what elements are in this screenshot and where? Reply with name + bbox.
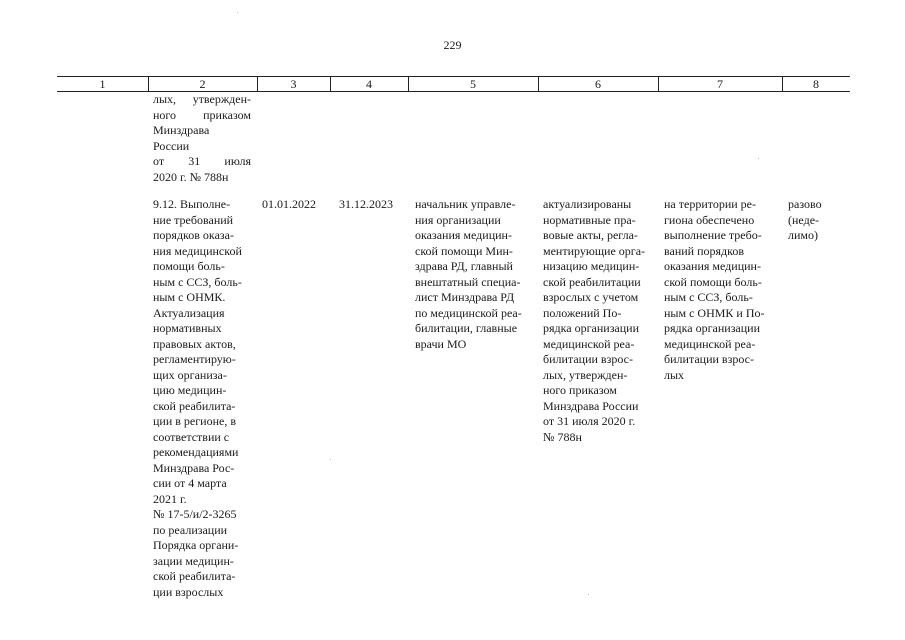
- start-date: 01.01.2022: [262, 197, 316, 211]
- column-header-5: 5: [470, 77, 476, 91]
- scan-speck: [758, 158, 759, 159]
- column-header-1: 1: [99, 77, 106, 91]
- continuation-line: Минздрава: [153, 123, 210, 137]
- scan-speck: [237, 12, 238, 13]
- indicator-description: на территории ре- гиона обеспечено выполнение требо- ваний порядков оказания медицин- ской помощи боль- ным с ССЗ, боль- ным с ОНМК и По- рядка организации медицинской реа- билитации взрос- лых: [664, 197, 765, 382]
- column-header-7: 7: [717, 77, 723, 91]
- column-header-2: 2: [199, 77, 206, 91]
- table-header-row: [57, 76, 850, 92]
- column-header-3: 3: [290, 77, 297, 91]
- continuation-line: от 31 июля: [153, 154, 251, 168]
- page-number: 229: [443, 38, 462, 52]
- measure-description: 9.12. Выполне- ние требований порядков оказа- ния медицинской помощи боль- ным с ССЗ, боль- ным с ОНМК. Актуализация нормативных правовых актов, регламентирую- щих организа- цию медицин- ской реабилита- ции в регионе, в соответствии с рекомендациями Минздрава Рос- сии от 4 марта 2021 г. № 17-5/и/2-3265 по реализации Порядка органи- зации медицин- ской реабилита- ции взрослых: [153, 197, 242, 599]
- continuation-line: ного приказом: [153, 107, 251, 122]
- scan-speck: [330, 459, 331, 460]
- expected-result: актуализированы нормативные пра- вовые акты, регла- ментирующие орга- низацию медицин- ской реабилитации взрослых с учетом положений По- рядка организации медицинской реа- билитации взрос- лых, утвержден- ного приказом Минздрава России от 31 июля 2020 г. № 788н: [543, 197, 646, 444]
- end-date: 31.12.2023: [339, 197, 393, 211]
- column-header-8: 8: [813, 77, 819, 91]
- responsible-persons: начальник управле- ния организации оказания медицин- ской помощи Мин- здрава РД, главный внештатный специа- лист Минздрава РД по медицинской реа- билитации, главные врачи МО: [415, 197, 522, 351]
- continuation-line: лых, утвержден-: [153, 92, 251, 106]
- periodicity: разово (неде- лимо): [788, 197, 822, 242]
- continuation-line: 2020 г. № 788н: [153, 169, 229, 184]
- column-header-4: 4: [366, 77, 372, 91]
- scan-speck: [588, 594, 589, 595]
- continuation-line: России: [153, 138, 190, 153]
- column-header-6: 6: [595, 77, 601, 91]
